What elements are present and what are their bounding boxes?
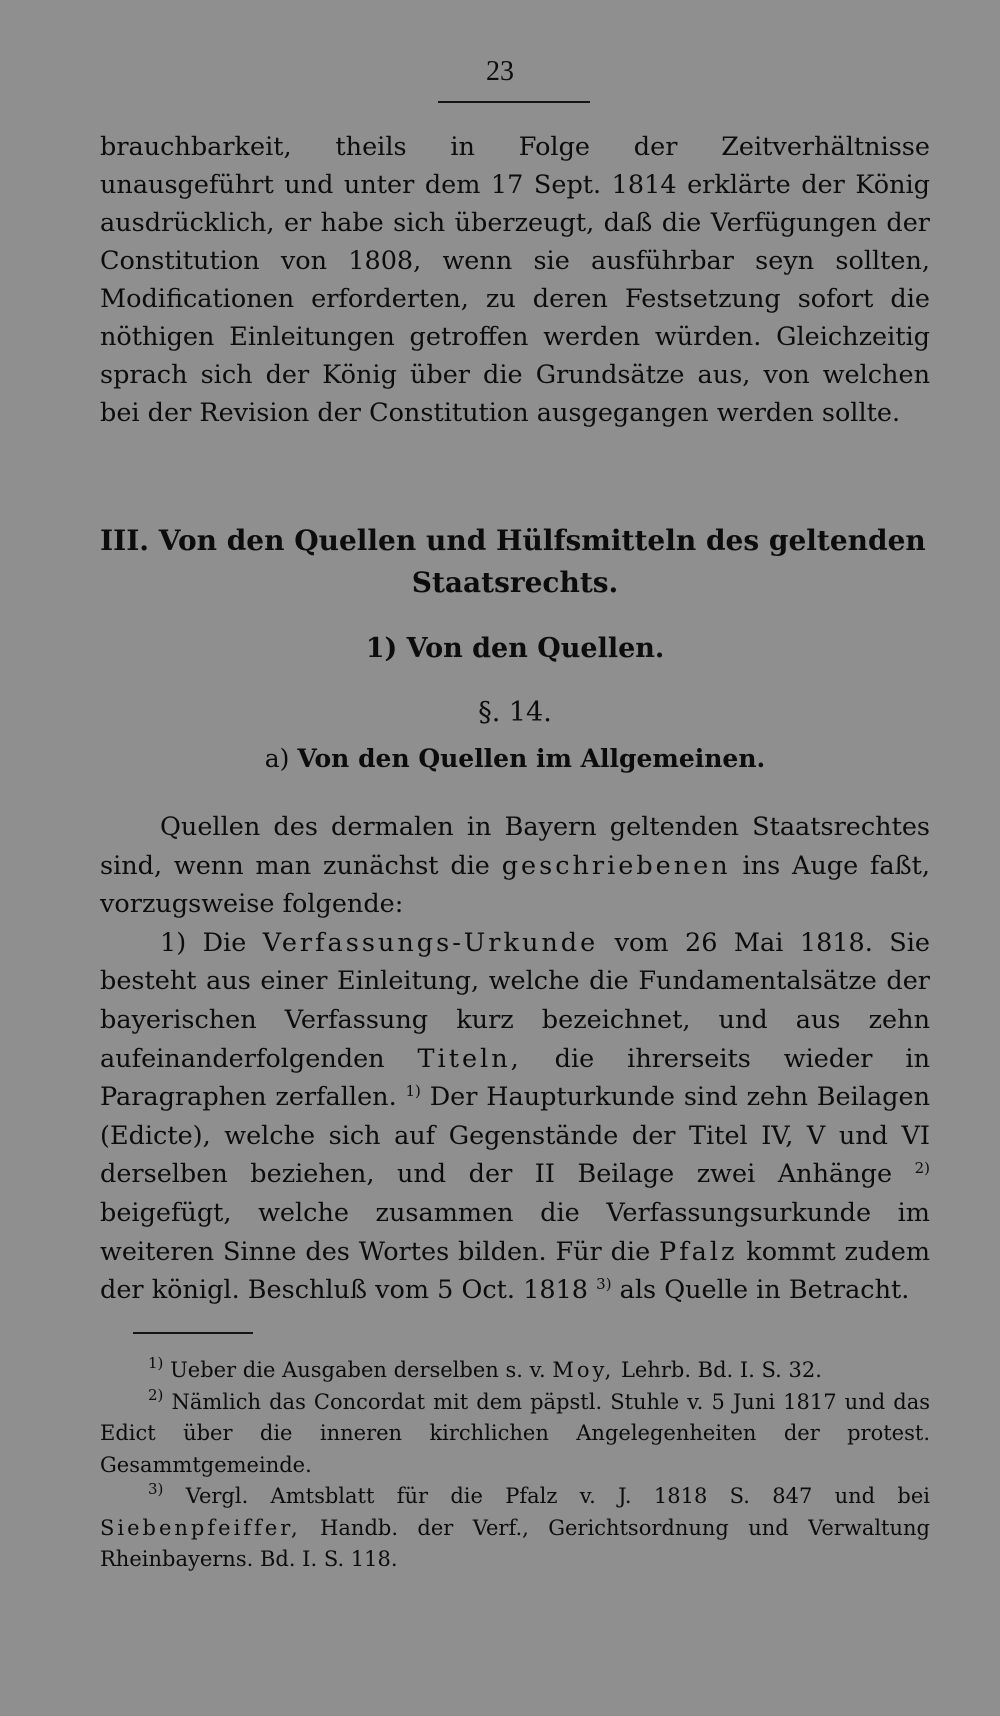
- body-text: [100, 808, 930, 1310]
- body-p1-text-1: Quellen des dermalen in Bayern geltenden Staatsrechtes sind, wenn man zunächst die: [100, 812, 930, 881]
- body-p2-text-4: Der Haupturkunde sind zehn Beilagen (Edicte), welche sich auf Gegenstände der Titel IV, V und VI derselben beziehen, und der II Beilage zwei Anhänge: [100, 1082, 930, 1190]
- body-p2-spaced-2: Titeln,: [417, 1043, 522, 1074]
- body-p2-text-2: vom 26 Mai 1818. Sie besteht aus einer Einleitung, welche die Fundamentalsätze der bayerischen Verfassung kurz bezeichnet, und aus zehn aufeinanderfolgenden: [100, 927, 930, 1074]
- body-p2-text-3: die ihrerseits wieder in Paragraphen zerfallen.: [100, 1043, 930, 1113]
- body-p2-spaced-3: Pfalz: [659, 1236, 738, 1267]
- footnote-1-text-1: Ueber die Ausgaben derselben s. v.: [170, 1358, 546, 1382]
- footnote-1-number: 1): [148, 1354, 164, 1372]
- subsubsection-heading: [0, 744, 1000, 773]
- chapter-heading-line2: Staatsrechts.: [411, 566, 619, 599]
- chapter-heading: [100, 520, 930, 604]
- footnote-1-text-2: Lehrb. Bd. I. S. 32.: [620, 1358, 822, 1382]
- body-p2-text-1: 1) Die: [160, 927, 247, 958]
- page-number: 23: [486, 56, 514, 87]
- footnote-2: [100, 1387, 930, 1482]
- body-p2-spaced-1: Verfassungs-Urkunde: [262, 927, 599, 958]
- body-p2-text-7: als Quelle in Betracht.: [619, 1275, 910, 1306]
- section-number: §. 14.: [478, 697, 552, 728]
- footnote-ref-3: 3): [596, 1275, 612, 1294]
- intro-paragraph: brauchbarkeit, theils in Folge der Zeitverhältnisse unausgeführt und unter dem 17 Sept. 1814 erklärte der König ausdrücklich, er habe sich überzeugt, daß die Verfügungen der Constitution von 1808, wenn sie ausführbar seyn sollten, Modificationen erforderten, zu deren Festsetzung sofort die nöthigen Einleitungen getroffen werden würden. Gleichzeitig sprach sich der König über die Grundsätze aus, von welchen bei der Revision der Constitution ausgegangen werden sollte.: [100, 132, 930, 428]
- header-rule: [438, 101, 590, 103]
- body-paragraph-1: [100, 808, 930, 924]
- body-paragraph-2: [100, 924, 930, 1310]
- footnote-rule: [133, 1332, 253, 1334]
- footnote-3-text-2: Handb. der Verf., Gerichtsordnung und Verwaltung Rheinbayerns. Bd. I. S. 118.: [100, 1515, 930, 1571]
- body-p1-spaced: geschriebenen: [501, 850, 731, 881]
- footnote-2-text: Nämlich das Concordat mit dem päpstl. Stuhle v. 5 Juni 1817 und das Edict über die inneren kirchlichen Angelegenheiten der protest. Gesammtgemeinde.: [100, 1389, 930, 1477]
- footnote-3: [100, 1481, 930, 1576]
- footnote-ref-1: 1): [405, 1082, 421, 1101]
- chapter-heading-line1: III. Von den Quellen und Hülfsmitteln des geltenden: [100, 524, 926, 557]
- subsection-heading: 1) Von den Quellen.: [365, 633, 665, 664]
- footnote-1: [100, 1355, 930, 1387]
- body-p1-text-2: ins Auge faßt, vorzugsweise folgende:: [100, 850, 931, 920]
- footnote-2-number: 2): [148, 1385, 164, 1404]
- footnote-3-text-1: Vergl. Amtsblatt für die Pfalz v. J. 1818 S. 847 und bei: [185, 1484, 930, 1508]
- footnote-ref-2: 2): [914, 1159, 931, 1178]
- body-p2-text-5: beigefügt, welche zusammen die Verfassungsurkunde im weiteren Sinne des Wortes bilden. Für die: [100, 1197, 930, 1267]
- body-p2-text-6: kommt zudem der königl. Beschluß vom 5 Oct. 1818: [100, 1236, 930, 1306]
- subsubsection-marker: a): [264, 744, 290, 773]
- footnotes: [100, 1355, 930, 1576]
- footnote-3-spaced: Siebenpfeiffer,: [100, 1515, 301, 1540]
- footnote-3-number: 3): [148, 1480, 164, 1498]
- footnote-1-spaced: Moy,: [552, 1358, 615, 1382]
- subsubsection-title: Von den Quellen im Allgemeinen.: [297, 744, 766, 773]
